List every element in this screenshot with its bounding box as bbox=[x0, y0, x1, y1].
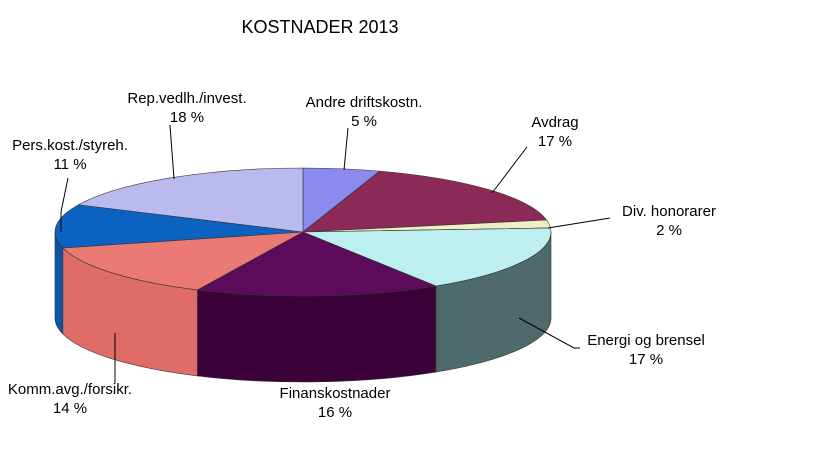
slice-label-andre-driftskostn: Andre driftskostn. 5 % bbox=[305, 94, 423, 130]
slice-percent-rep-vedlh-invest: 18 % bbox=[169, 109, 205, 126]
leader-line-rep-vedlh-invest bbox=[170, 125, 174, 179]
leader-line-avdrag bbox=[492, 147, 527, 193]
slice-side-finanskostnader bbox=[197, 286, 435, 382]
slice-label-energi-og-brensel: Energi og brensel 17 % bbox=[587, 332, 705, 368]
slice-percent-finanskostnader: 16 % bbox=[317, 404, 353, 421]
leader-line-andre-driftskostn bbox=[344, 128, 348, 170]
pie-tops bbox=[55, 168, 551, 296]
slice-percent-andre-driftskostn: 5 % bbox=[351, 113, 377, 130]
slice-side-pers-kost-styreh bbox=[55, 232, 63, 334]
slice-label-finanskostnader: Finanskostnader 16 % bbox=[279, 385, 391, 421]
slice-percent-pers-kost-styreh: 11 % bbox=[53, 156, 87, 173]
slice-label-komm-avg-forsikr: Komm.avg./forsikr. 14 % bbox=[7, 381, 133, 417]
slice-label-div-honorarer: Div. honorarer 2 % bbox=[622, 203, 716, 239]
slice-percent-energi-og-brensel: 17 % bbox=[628, 351, 664, 368]
slice-percent-avdrag: 17 % bbox=[537, 133, 573, 150]
chart-title: KOSTNADER 2013 bbox=[241, 17, 399, 37]
slice-label-avdrag: Avdrag 17 % bbox=[531, 114, 579, 150]
slice-label-pers-kost-styreh: Pers.kost./styreh. 11 % bbox=[12, 137, 128, 173]
slice-label-rep-vedlh-invest: Rep.vedlh./invest. 18 % bbox=[127, 90, 247, 126]
slice-percent-div-honorarer: 2 % bbox=[656, 222, 682, 239]
slice-percent-komm-avg-forsikr: 14 % bbox=[52, 400, 88, 417]
leader-line-div-honorarer bbox=[548, 218, 610, 228]
